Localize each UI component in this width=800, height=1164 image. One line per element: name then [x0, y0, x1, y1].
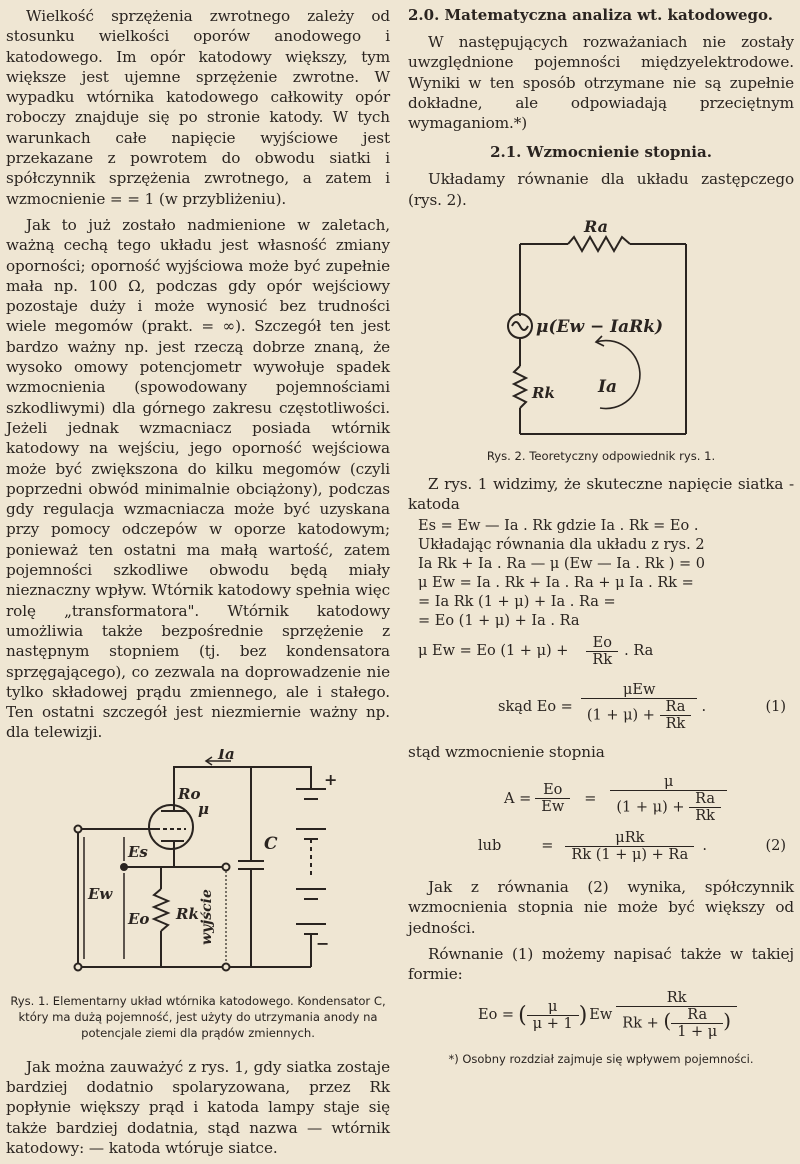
paragraph-grid-cathode: Z rys. 1 widzimy, że skuteczne napięcie siatka - katoda — [408, 475, 794, 514]
fig1-label-rk: Rk — [176, 904, 199, 923]
paragraph-feedback: Wielkość sprzężenia zwrotnego zależy od stosunku wielkości oporów anodowego i katodowego. Im opór katodowy większy, tym większe jest ujemne sprzężenie zwrotne. W wypadku wtórnika katodowego całkowity opór roboczy znajduje się po stronie katody. W tych warunkach całe napięcie wyjściowe jest przekazane z powrotem do obwodu siatki i spółczynnik sprzężenia zwrotnego, a zatem i wzmocnienie = = 1 (w przybliżeniu). — [6, 7, 390, 208]
section-heading-analysis: 2.0. Matematyczna analiza wt. katodowego. — [408, 6, 774, 24]
equation-a: A = $\frac{Eo}{Ew}$ = μ (1 + μ) + $\frac{Ra}{Rk}$ — [408, 774, 794, 824]
equation-line: Es = Ew — Ia . Rk gdzie Ia . Rk = Eo . — [418, 517, 699, 534]
equation-3: Eo = ( $\frac{\mu}{\mu + 1}$ ) Ew Rk Rk + ( $\frac{Ra}{1 + \mu}$ ) — [408, 990, 794, 1040]
fig1-label-plus: + — [324, 769, 338, 789]
fig1-label-eo: Eo — [128, 909, 150, 928]
paragraph-other-form: Równanie (1) możemy napisać także w takiej formie: — [408, 944, 794, 984]
fig1-label-es: Es — [128, 842, 148, 861]
fig1-label-minus: − — [316, 933, 330, 953]
figure-1-caption: Rys. 1. Elementarny układ wtórnika katodowego. Kondensator C, który ma dużą pojemność, jest użyty do utrzymania anody na potencjale ziemi dla prądów zmiennych. — [10, 993, 386, 1040]
paragraph-gain-limit: Jak z równania (2) wynika, spółczynnik wzmocnienia stopnia nie może być większy od jedności. — [408, 877, 794, 937]
fig1-label-ew: Ew — [88, 884, 113, 903]
fig2-label-rk: Rk — [532, 384, 555, 403]
fig2-label-ia: Ia — [598, 377, 617, 398]
fig1-label-output: wyjście — [199, 888, 215, 945]
fig1-label-c: C — [264, 833, 278, 854]
equation-line: = Eo (1 + μ) + Ia . Ra — [418, 612, 580, 629]
right-column — [408, 6, 794, 1066]
paragraph-equivalent: Układamy równanie dla układu zastępczego (rys. 2). — [408, 170, 794, 209]
paragraph-stage-gain: stąd wzmocnienie stopnia — [408, 742, 605, 761]
footnote: *) Osobny rozdział zajmuje się wpływem pojemności. — [448, 1052, 754, 1067]
figure-2-equivalent-circuit — [408, 216, 794, 444]
equation-number-1: (1) — [765, 698, 786, 715]
equation-line: Ia Rk + Ia . Ra — μ (Ew — Ia . Rk ) = 0 — [418, 555, 706, 572]
fig1-label-ia: Ia — [218, 748, 235, 763]
fig1-label-mu: μ — [198, 799, 209, 818]
paragraph-impedance: Jak to już zostało nadmienione w zaletach, ważną cechą tego układu jest własność zmiany oporności; oporność wyjściowa może być zupełnie mała np. 100 Ω, podczas gdy opór wejściowy pozostaje duży i może wynosić bez trudności wiele megomów (prakt. = ∞). Szczegół ten jest bardzo ważny np. jest rzeczą dobrze znaną, że wysoko omowy potencjometr wywołuje spadek wzmocnienia (spowodowany pojemnościami szkodliwymi) dla górnego zakresu częstotliwości. Jeżeli jednak wzmacniacz posiada wtórnik katodowy na wejściu, jego oporność wejściowa może być zwiększona do kilku megomów (czyli poprzedni obwód minimalnie obciążony), podczas gdy regulacja wzmacniacza może być uzyskana przy pomocy odczepów w oporze katodowym; ponieważ ten ostatni ma małą wartość, zatem pojemności szkodliwe obwodu będą miały nieznaczny wpływ. Wtórnik katodowy spełnia więc rolę „transformatora". Wtórnik katodowy umożliwia także bezpośrednie sprzężenie z następnym stopniem (tj. bez kondensatora sprzęgającego), co zezwala na doprowadzenie nie tylko składowej prądu zmiennego, ale i stałego. Ten ostatni szczegół jest niezmiernie ważny np. dla telewizji. — [6, 215, 390, 742]
figure-2-caption: Rys. 2. Teoretyczny odpowiednik rys. 1. — [486, 449, 716, 464]
equation-line: = Ia Rk (1 + μ) + Ia . Ra = — [418, 593, 616, 610]
paragraph-cathode-follows: Jak można zauważyć z rys. 1, gdy siatka zostaje bardziej dodatnio spolaryzowana, przez Rk popłynie większy prąd i katoda lampy staje się także bardziej dodatnia, stąd nazwa — wtórnik katodowy: — katoda wtóruje siatce. — [6, 1057, 390, 1157]
section-heading-gain: 2.1. Wzmocnienie stopnia. — [490, 143, 712, 162]
fig2-label-ra: Ra — [584, 217, 609, 237]
equation-number-2: (2) — [765, 838, 786, 855]
fig2-label-source: μ(Ew − IaRk) — [536, 317, 664, 338]
equation-1: skąd Eo = μEw (1 + μ) + $\frac{Ra}{Rk}$ . (1) — [498, 681, 786, 732]
figure-1-circuit — [6, 749, 390, 989]
equation-2: lub = $\frac{\text{μRk}}{Rk (1 + \mu) + Ra}$ . (2) — [478, 829, 786, 863]
equation-mu-ew: μ Ew = Eo (1 + μ) + $\frac{Eo}{Rk}$ . Ra — [418, 634, 654, 668]
paragraph-assumptions: W następujących rozważaniach nie zostały uwzględnione pojemności międzyelektrodowe. Wyniki w ten sposób otrzymane nie są zupełnie dokładne, ale odpowiadają przeciętnym wymaganiom.*) — [408, 33, 794, 133]
equation-line: μ Ew = Ia . Rk + Ia . Ra + μ Ia . Rk = — [418, 574, 694, 591]
equation-line: Układając równania dla układu z rys. 2 — [418, 536, 705, 553]
equation-block — [408, 517, 794, 631]
fig1-label-ro: Ro — [178, 784, 201, 803]
left-column — [6, 6, 390, 1164]
